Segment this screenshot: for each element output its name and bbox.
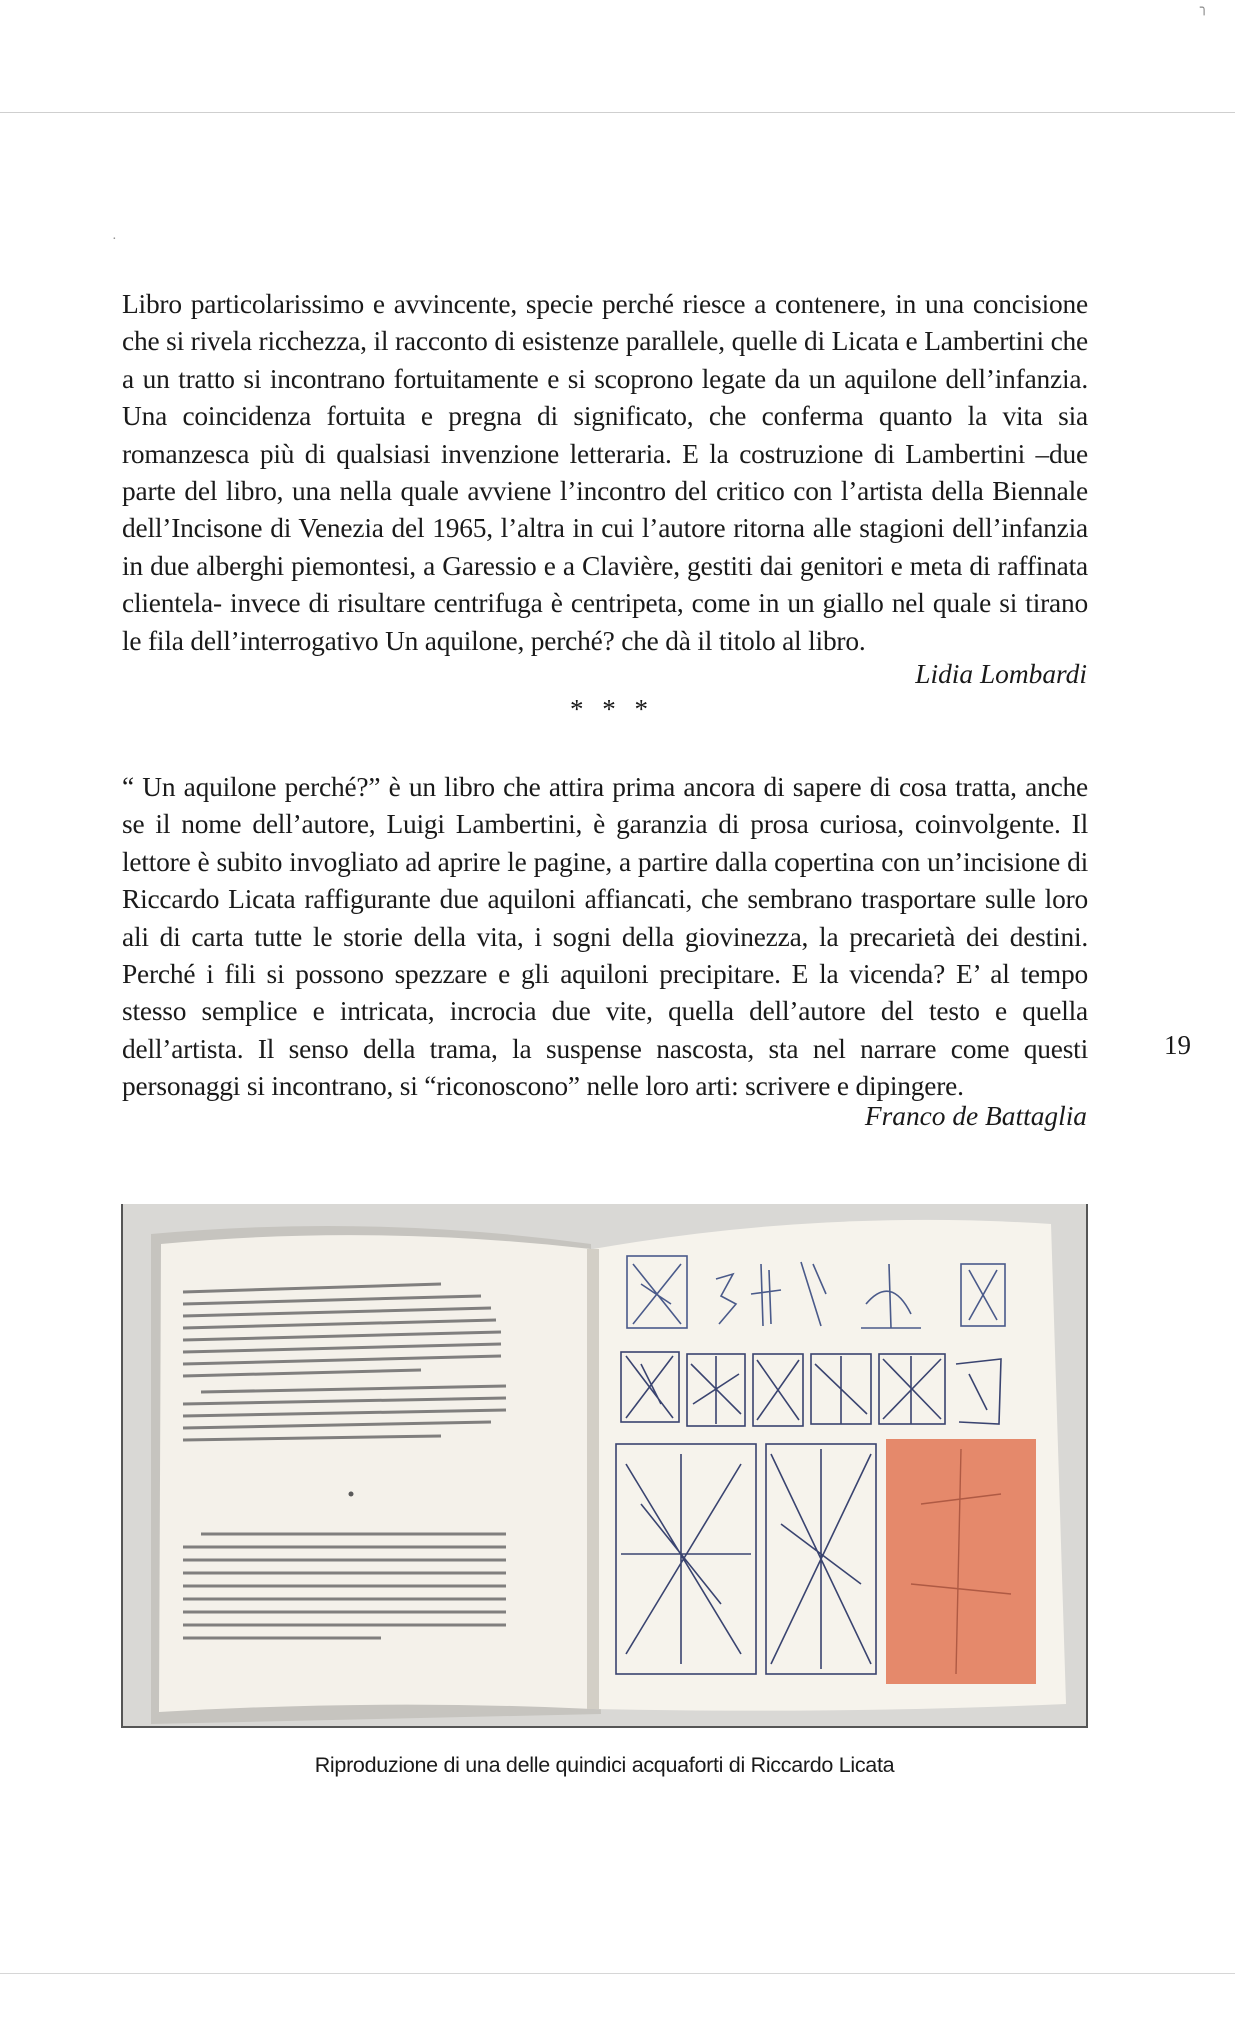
scan-mark-dot: · — [112, 232, 117, 247]
figure-caption: Riproduzione di una delle quindici acquaforti di Riccardo Licata — [314, 1753, 895, 1777]
review-lombardi — [122, 286, 1088, 660]
review-de-battaglia — [122, 769, 1088, 1106]
signature-lombardi: Lidia Lombardi — [915, 659, 1087, 689]
scan-border-bottom — [0, 1973, 1235, 1974]
page-number: 19 — [1164, 1030, 1191, 1060]
signature-de-battaglia: Franco de Battaglia — [864, 1101, 1087, 1131]
book-photo-image — [121, 1204, 1088, 1728]
review-lombardi-paragraph: Libro particolarissimo e avvincente, specie perché riesce a contenere, in una concisione che si rivela ricchezza, il racconto di esistenze parallele, quelle di Licata e Lambertini che a un tratto si incontrano fortuitamente e si scoprono legate da un aquilone dell’infanzia. Una coincidenza fortuita e pregna di significato, che conferma quanto la vita sia romanzesca più di qualsiasi invenzione letteraria. E la costruzione di Lambertini –due parte del libro, una nella quale avviene l’incontro del critico con l’artista della Biennale dell’Incisone di Venezia del 1965, l’altra in cui l’autore ritorna alle stagioni dell’infanzia in due alberghi piemontesi, a Garessio e a Clavière, gestiti dai genitori e meta di raffinata clientela- invece di risultare centrifuga è centripeta, come in un giallo nel quale si tirano le fila dell’interrogativo Un aquilone, perché? che dà il titolo al libro. — [122, 289, 1088, 656]
scan-mark-corner: ╮ — [1200, 1, 1209, 16]
scan-border-top — [0, 112, 1235, 113]
section-separator: * * * — [570, 694, 654, 724]
review-de-battaglia-paragraph: “ Un aquilone perché?” è un libro che attira prima ancora di sapere di cosa tratta, anche se il nome dell’autore, Luigi Lambertini, è garanzia di prosa curiosa, coinvolgente. Il lettore è subito invogliato ad aprire le pagine, a partire dalla copertina con un’incisione di Riccardo Licata raffigurante due aquiloni affiancati, che sembrano trasportare sulle loro ali di carta tutte le storie della vita, i sogni della giovinezza, la precarietà dei destini. Perché i fili si possono spezzare e gli aquiloni precipitare. E la vicenda? E’ al tempo stesso semplice e intricata, incrocia due vite, quella dell’autore del testo e quella dell’artista. Il senso della trama, la suspense nascosta, sta nel narrare come questi personaggi si incontrano, si “riconoscono” nelle loro arti: scrivere e dipingere. — [122, 772, 1088, 1102]
book-photo — [121, 1204, 1088, 1728]
